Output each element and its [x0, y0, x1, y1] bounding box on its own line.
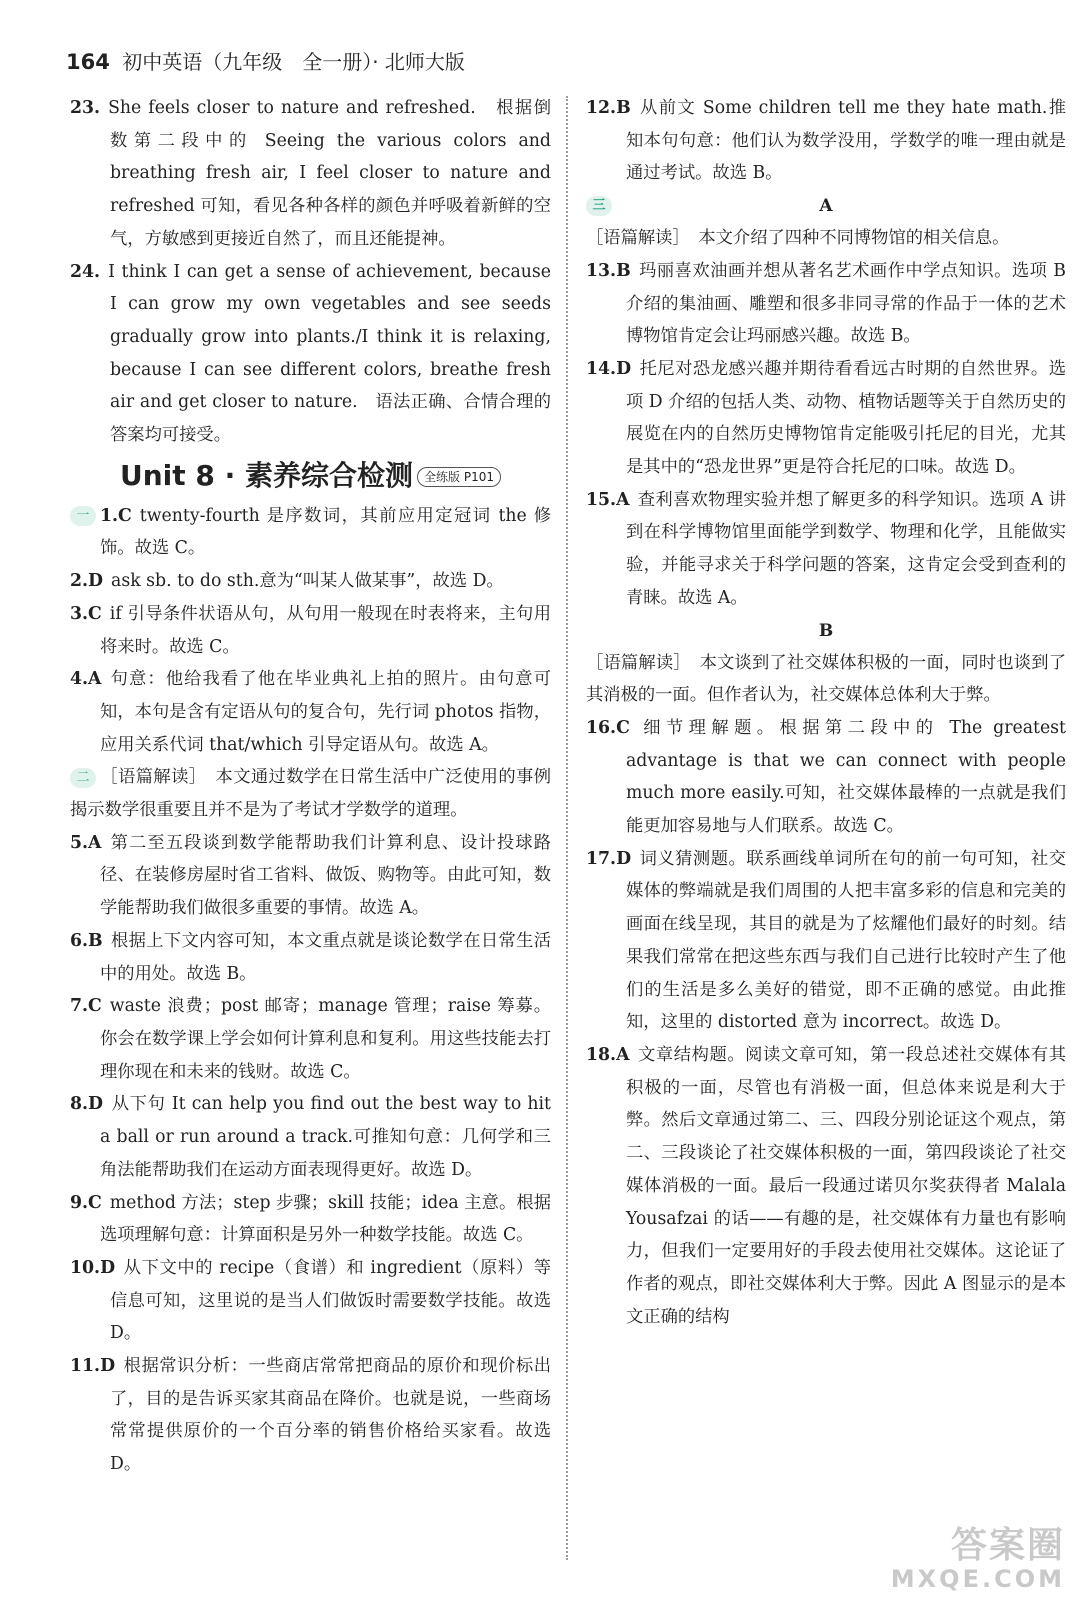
unit-title: Unit 8 · 素养综合检测 全练版 P101	[70, 452, 551, 500]
right-column	[586, 92, 1066, 1570]
answer-item-16: 16.C 细节理解题。根据第二段中的 The greatest advantage is that we can connect with people much more easily.可知，社交媒体最棒的一点就是我们能更加容易地与人们联系。故选 C。	[586, 717, 1066, 837]
answer-item-9: 9.C method 方法；step 步骤；skill 技能；idea 主意。根据选项理解句意：计算面积是另外一种数学技能。故选 C。	[70, 1192, 551, 1246]
answer-item-6: 6.B 根据上下文内容可知，本文重点就是谈论数学在日常生活中的用处。故选 B。	[70, 930, 551, 984]
answer-item-1: 一 1.C twenty-fourth 是序数词，其前应用定冠词 the 修饰。故选 C。	[70, 500, 551, 565]
answer-item-17: 17.D 词义猜测题。联系画线单词所在句的前一句可知，社交媒体的弊端就是我们周围的人把丰富多彩的信息和完美的画面在线呈现，其目的就是为了炫耀他们最好的时刻。结果我们常常在把这些东西与我们自己进行比较时产生了他们的生活是多么美好的错觉，即不正确的感觉。由此推知，这里的 distorted 意为 incorrect。故选 D。	[586, 848, 1066, 1033]
answer-item-5: 5.A 第二至五段谈到数学能帮助我们计算利息、设计投球路径、在装修房屋时省工省料、做饭、购物等。由此可知，数学能帮助我们做很多重要的事情。故选 A。	[70, 832, 551, 919]
answer-item-15: 15.A 查利喜欢物理实验并想了解更多的科学知识。选项 A 讲到在科学博物馆里面能学到数学、物理和化学，且能做实验，并能寻求关于科学问题的答案，这肯定会受到查利的青睐。故选 A。	[586, 489, 1066, 608]
answer-item-12: 12.B 从前文 Some children tell me they hate math.推知本句句意：他们认为数学没用，学数学的唯一理由就是通过考试。故选 B。	[586, 98, 1066, 184]
left-column	[70, 92, 551, 1570]
section-badge: 三	[586, 196, 612, 216]
watermark-logo: 答案圈 MXQE.COM	[890, 1525, 1065, 1593]
passage-heading-b: B	[818, 620, 834, 641]
answer-item-13: 13.B 玛丽喜欢油画并想从著名艺术画作中学点知识。选项 B 介绍的集油画、雕塑和很多非同寻常的作品于一体的艺术博物馆肯定会让玛丽感兴趣。故选 B。	[586, 260, 1066, 347]
column-divider	[566, 96, 568, 1560]
section-badge: 一	[70, 506, 96, 526]
page-reference: 全练版 P101	[417, 467, 501, 487]
answer-item-10: 10.D 从下文中的 recipe（食谱）和 ingredient（原料）等信息可知，这里说的是当人们做饭时需要数学技能。故选 D。	[70, 1257, 551, 1344]
passage-heading-a: 三 A	[586, 190, 1066, 222]
page-number: 164	[66, 50, 110, 74]
passage-summary-a: ［语篇解读］ 本文介绍了四种不同博物馆的相关信息。	[586, 228, 1010, 249]
answer-item-18: 18.A 文章结构题。阅读文章可知，第一段总述社交媒体有其积极的一面，尽管也有消极一面，但总体来说是利大于弊。然后文章通过第二、三、四段分别论证这个观点，第二、三段谈论了社交媒体积极的一面，第四段谈论了社交媒体消极的一面。最后一段通过诺贝尔奖获得者 Malala Yousafzai 的话——有趣的是，社交媒体有力量也有影响力，但我们一定要用好的手段去使用社交媒体。这论证了作者的观点，即社交媒体利大于弊。因此 A 图显示的是本文正确的结构	[586, 1044, 1066, 1327]
passage-summary-2: 二 ［语篇解读］ 本文通过数学在日常生活中广泛使用的事例揭示数学很重要且并不是为了考试才学数学的道理。	[70, 767, 551, 821]
answer-item-3: 3.C if 引导条件状语从句，从句用一般现在时表将来，主句用将来时。故选 C。	[70, 603, 551, 657]
answer-item-2: 2.D ask sb. to do sth.意为“叫某人做某事”，故选 D。	[70, 571, 504, 592]
answer-item-4: 4.A 句意：他给我看了他在毕业典礼上拍的照片。由句意可知，本句是含有定语从句的复合句，先行词 photos 指物，应用关系代词 that/which 引导定语从句。故选 A。	[70, 669, 551, 755]
answer-item-11: 11.D 根据常识分析：一些商店常常把商品的原价和现价标出了，目的是告诉买家其商品在降价。也就是说，一些商场常常提供原价的一个百分率的销售价格给买家看。故选 D。	[70, 1356, 551, 1475]
answer-item-24: 24. I think I can get a sense of achievement, because I can grow my own vegetables and see seeds gradually grow into plants./I think it is relaxing, because I can see different colors, breathe fresh air and get closer to nature. 语法正确、合情合理的答案均可接受。	[70, 261, 551, 446]
book-title: 初中英语（九年级 全一册）· 北师大版	[122, 50, 465, 74]
answer-item-7: 7.C waste 浪费；post 邮寄；manage 管理；raise 筹募。你会在数学课上学会如何计算利息和复利。用这些技能去打理你现在和未来的钱财。故选 C。	[70, 996, 551, 1082]
page-header	[66, 46, 465, 75]
passage-summary-b: ［语篇解读］ 本文谈到了社交媒体积极的一面，同时也谈到了其消极的一面。但作者认为，社交媒体总体利大于弊。	[586, 652, 1066, 706]
answer-item-23: 23. She feels closer to nature and refreshed. 根据倒数第二段中的 Seeing the various colors and breathing fresh air, I feel closer to nature and refreshed 可知，看见各种各样的颜色并呼吸着新鲜的空气，方敏感到更接近自然了，而且还能提神。	[70, 98, 551, 249]
answer-item-14: 14.D 托尼对恐龙感兴趣并期待看看远古时期的自然世界。选项 D 介绍的包括人类、动物、植物话题等关于自然历史的展览在内的自然历史博物馆肯定能吸引托尼的目光，尤其是其中的“恐龙世界”更是符合托尼的口味。故选 D。	[586, 358, 1066, 478]
section-badge: 二	[70, 768, 96, 788]
answer-item-8: 8.D 从下句 It can help you find out the best way to hit a ball or run around a track.可推知句意：几何学和三角法能帮助我们在运动方面表现得更好。故选 D。	[70, 1094, 551, 1180]
